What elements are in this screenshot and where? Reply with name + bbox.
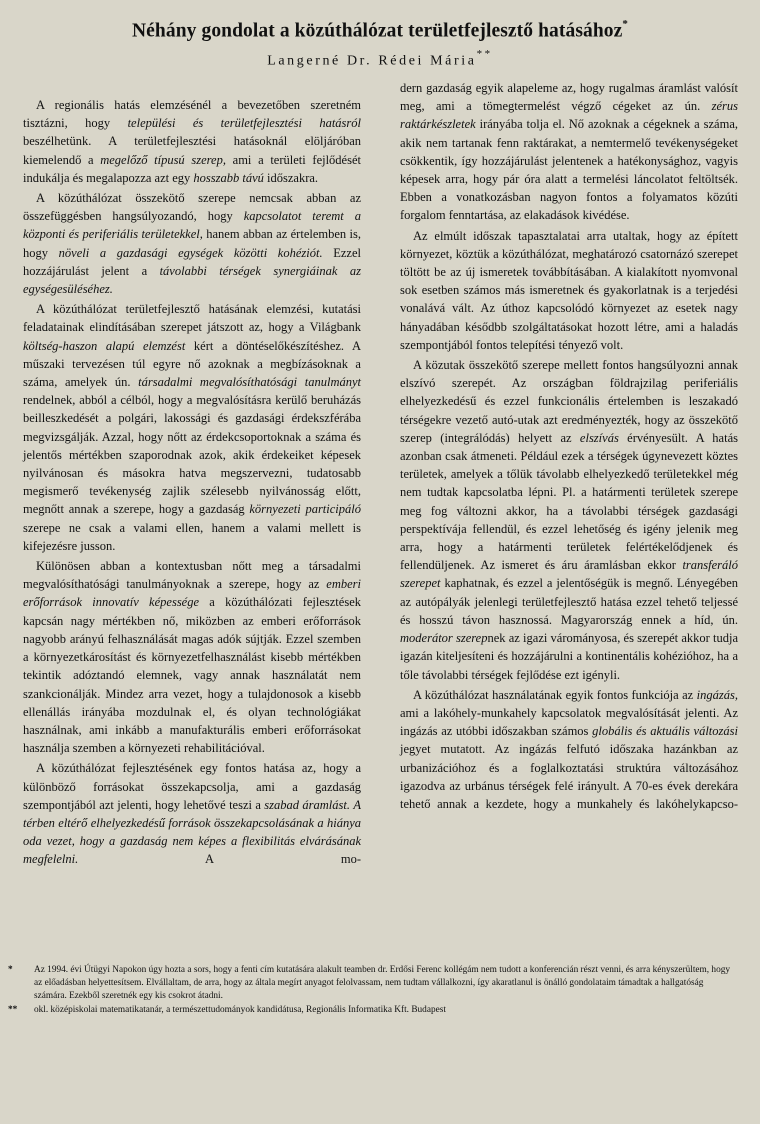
footnote: [8, 1004, 736, 1017]
emphasized-text: költség-haszon alapú elemzést: [23, 338, 186, 353]
emphasized-text: elszívás: [579, 430, 619, 445]
text-run: nek az igazi várományosa, és szerepét akkor tudja igazán kiteljesíteni és hozzájárulni a kontinentális kohézióhoz, ha a tőle távolabbi térségek fejlődése ezt igényli.: [400, 631, 738, 682]
emphasized-text: A térben eltérő elhelyezkedésű források összekapcsolásának a hiánya oda vezet, hogy a gazdaság nem képes a flexibilitás elvárásának megfelelni.: [23, 797, 361, 867]
emphasized-text: környezeti participáló: [249, 502, 362, 517]
text-run: A közúthálózat területfejlesztő hatásának elemzési, kutatási feladatainak elindításában szerepet játszott az, hogy a Világbank: [23, 302, 361, 335]
text-run: A mo-: [78, 852, 361, 867]
paragraph: [400, 686, 738, 813]
text-run: Ezzel hozzájárulást jelent a: [23, 245, 361, 278]
footnotes: [8, 964, 736, 1017]
text-run: A regionális hatás elemzésénél a bevezetőben szeretném tisztázni, hogy: [23, 98, 361, 131]
footnote-text: Az 1994. évi Útügyi Napokon úgy hozta a sors, hogy a fenti cím kutatására alakult teamben dr. Erdősi Ferenc kollégám nem tudott a konferencián részt venni, és arra kényszerültem, hogy az előadásban helyettesítsem. Elvállaltam, de arra, hogy az általa megírt anyagot felolvassam, nem tudtam vállalkozni, így akaratlanul is önálló gondolataim támadtak a hallgatóság számára. Ezekből szeretnék egy kis csokrot átadni.: [34, 965, 731, 1002]
text-run: kaphatnak, és ezzel a jelentőségük is megnő. Lényegében az autópályák jelenlegi területfejlesztő hatása ezzel tehető teljessé és hosszú távon hasznossá. Magyarország ennek a híd, ún.: [400, 576, 738, 627]
paragraph: [400, 79, 738, 225]
text-run: A közúthálózat használatának egyik fontos funkciója az: [413, 687, 697, 702]
text-run: ami a lakóhely-munkahely kapcsolatok megvalósítását jelenti. Az ingázás az utóbbi időszakban számos: [400, 705, 738, 739]
text-run: irányába tolja el. Nő azoknak a cégeknek a száma, akik nem tartanak fenn raktárakat, a nemtermelő tevékenységeket csökkentik, így hozzájárulást jelentenek a hatékonysághoz, vagyis képesek arra, hogy pár óra alatt a termelési láncolatot feltöltsék. Ebben a vonatkozásban nagyon fontos a folyamatos közúti forgalom fenntartása, az elakadások kivédése.: [400, 117, 738, 223]
paragraph: [23, 300, 361, 555]
text-run: hanem abban az értelemben is, hogy: [23, 227, 361, 260]
paragraph: [400, 356, 738, 684]
emphasized-text: megelőző típusú szerep,: [100, 152, 226, 167]
paragraph: [23, 759, 361, 868]
footnote-mark: **: [8, 1004, 18, 1015]
title-footnote-mark: *: [622, 18, 629, 30]
emphasized-text: transferáló szerepet: [400, 558, 738, 591]
text-run: jegyet mutatott. Az ingázás felfutó időszaka hazánkban az urbanizációhoz és a foglalkoztatási struktúra változásához igazodva az urbánus térségek felé irányult. A 70-es évek derekára tehető annak a kezdete, hogy a munkahely és lakóhelykapcso-: [400, 742, 738, 811]
text-run: kért a döntéselőkészítéshez. A műszaki tervezésen túl egyre nő azoknak a megbízásoknak a száma, amelyek ún.: [23, 338, 361, 390]
emphasized-text: növeli a gazdasági egységek közötti kohéziót.: [58, 245, 323, 260]
footnote: [8, 964, 736, 1004]
paragraph: [400, 227, 738, 354]
text-run: dern gazdaság egyik alapeleme az, hogy rugalmas áramlást valósít meg, ami a tömegtermelést végző cégeket az ún.: [400, 81, 738, 114]
emphasized-text: hosszabb távú: [193, 170, 264, 185]
text-run: szerepe ne csak a valami ellen, hanem a valami mellett is kifejezésre jusson.: [23, 520, 361, 553]
author-name: Langerné Dr. Rédei Mária: [267, 53, 477, 69]
text-run: Különösen abban a kontextusban nőtt meg a társadalmi megvalósíthatósági tanulmányoknak a szerepe, hogy az: [23, 559, 361, 592]
text-run: időszakra.: [263, 170, 319, 185]
text-run: A közúthálózat fejlesztésének egy fontos hatása az, hogy a különböző forrásokat összekapcsolja, ami a gazdaság szempontjából azt jelenti, hogy lehetővé teszi a: [23, 761, 361, 812]
emphasized-text: kapcsolatot teremt a központi és periferiális területekkel,: [23, 209, 361, 242]
emphasized-text: moderátor szerep: [400, 631, 488, 646]
paragraph: [23, 96, 361, 187]
text-run: a közúthálózati fejlesztések kapcsán nagy mértékben nő, miközben az emberi erőforrások nagyobb arányú felhasználását magas adók sújtják. Ezzel szemben a környezetkárosítást és környezetfelhasználást kisebb mértékben tekintik adóztandó elemnek, vagy annak használatát nem szankcionálják. Mindez arra vezet, hogy a tulajdonosok a kisebb ellenállás irányába mozdulnak el, és olyan technológiákat használnak, ami inkább a manufakturális emberi erőforrásokat használja szemben a környezeti rehabilitációval.: [23, 595, 361, 756]
text-run: A közutak összekötő szerepe mellett fontos hangsúlyozni annak elszívó szerepét. Az országban földrajzilag periferiális elhelyezkedésű és ezzel funkcionális értelemben is leszakadó térségekre vezető autó-utak azt eredményezték, hogy az összekötő szerep (integrálódás) helyett az: [400, 358, 738, 445]
paragraph: [23, 557, 361, 757]
title-text: Néhány gondolat a közúthálózat területfejlesztő hatásához: [131, 20, 623, 42]
emphasized-text: emberi erőforrások innovatív képessége: [23, 577, 361, 610]
paragraph: [23, 189, 361, 298]
text-run: ami a területi fejlődését indukálja és megalapozza azt egy: [23, 152, 361, 185]
text-run: Az elmúlt időszak tapasztalatai arra utaltak, hogy az épített környezet, köztük a közúthálózat, meghatározó csatornázó szerepet töltött be az új ismeretek továbbításában. A kialakított nyomvonal sok esetben számos más ismeretnek és gyakorlatnak is a terjedési vonalává vált. Az úthoz kapcsolódó környezet az esetek nagy hányadában késődbb szolgáltatásokat hozott létre, ami a haladás szempontjából fontos telepítési tényező volt.: [400, 228, 738, 352]
article-title: [0, 20, 760, 43]
emphasized-text: ingázás,: [696, 687, 738, 702]
right-column: [400, 79, 738, 815]
author-line: [0, 50, 760, 70]
emphasized-text: globális és aktuális változási: [592, 724, 738, 739]
left-column: [23, 96, 361, 871]
text-run: A közúthálózat összekötő szerepe nemcsak abban az összefüggésben hangsúlyozandó, hogy: [23, 191, 361, 224]
emphasized-text: társadalmi megvalósíthatósági tanulmányt: [138, 375, 361, 390]
emphasized-text: szabad áramlást.: [264, 797, 350, 812]
text-run: beszélhetünk. A területfejlesztési hatásoknál elöljáróban kiemelendő a: [23, 134, 361, 167]
emphasized-text: zérus raktárkészletek: [400, 99, 738, 132]
author-footnote-mark: **: [476, 48, 493, 60]
footnote-text: okl. középiskolai matematikatanár, a természettudományok kandidátusa, Regionális Informatika Kft. Budapest: [34, 1004, 446, 1015]
footnote-mark: *: [8, 965, 13, 975]
emphasized-text: települési és területfejlesztési hatásról: [127, 116, 361, 131]
emphasized-text: távolabbi térségek synergiáinak az egységesüléséhez.: [23, 263, 361, 297]
text-run: érvényesült. A hatás azonban csak átmeneti. Például ezek a térségek úgynevezett köztes területek, amelyek a tőlük távolabb elhelyezkedő területekkel még nem tudtak kapcsolatba lépni. Pl. a határmenti területek szerepe meg fog változni akkor, ha a távolabbi térségek gazdasági perspektívája fellendül, és ezzel lehetőség és igény jelenik meg arra, hogy a határmenti területek felértékelődjenek és fellendüljenek. Az ismeret és áru áramlásban ekkor: [400, 430, 738, 573]
text-run: rendelnek, abból a célból, hogy a megvalósításra kerülő beruházás beilleszkedését a polgári, lakossági és gazdasági érdekszférába megvizsgálják. Azzal, hogy nőtt az érdekcsoportoknak a száma és jelentős mértékben szaporodnak azok, akik érdekeiket képesek nyilvánosan és másokra hatva megszervezni, tudatosabb megismerő tevékenység zajlik szélesebb nyilvánosság előtt, megnőtt annak a szerepe, hogy a gazdaság: [23, 393, 361, 517]
